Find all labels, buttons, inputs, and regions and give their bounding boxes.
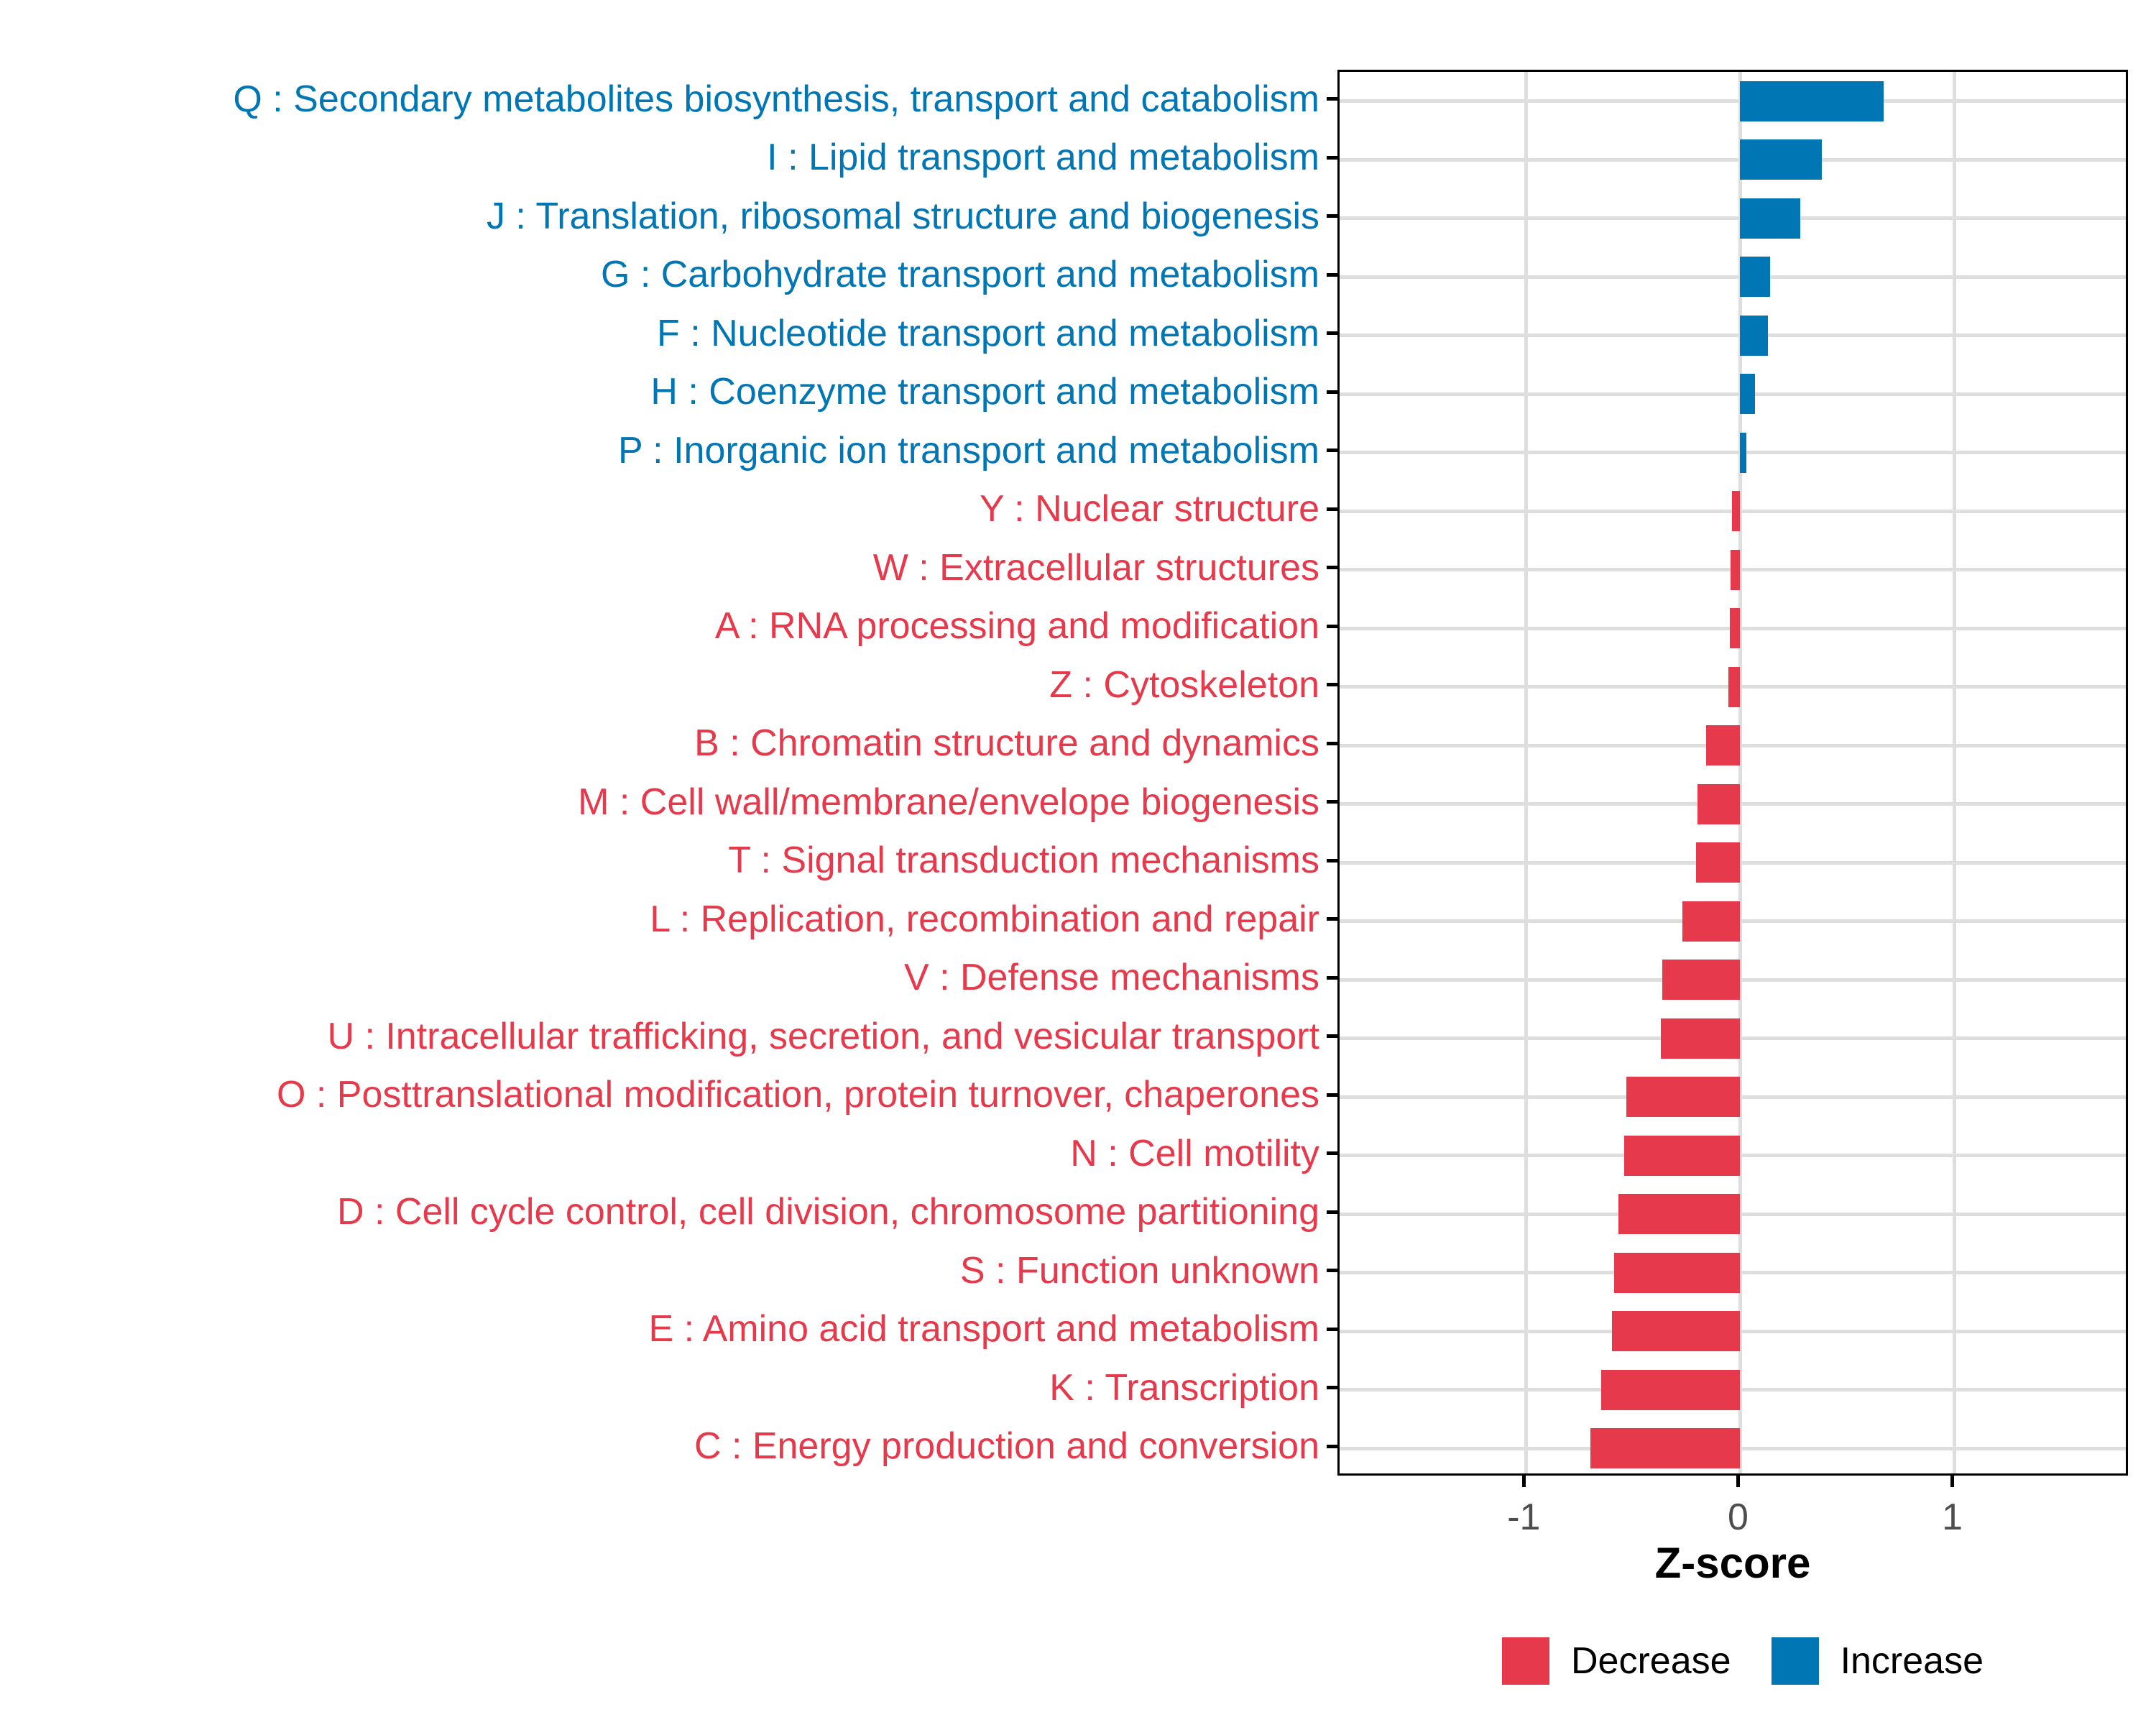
- bar-N: [1624, 1136, 1740, 1176]
- y-axis-tick: [1327, 742, 1337, 745]
- bar-M: [1697, 784, 1741, 824]
- category-label-U: U : Intracellular trafficking, secretion, and vesicular transport: [327, 1015, 1319, 1057]
- bar-S: [1614, 1253, 1741, 1293]
- plot-panel: [1337, 70, 2128, 1476]
- bar-C: [1590, 1428, 1741, 1468]
- horizontal-gridline: [1340, 392, 2126, 396]
- category-label-V: V : Defense mechanisms: [903, 957, 1319, 999]
- y-axis-tick: [1327, 1034, 1337, 1038]
- category-label-K: K : Transcription: [1049, 1366, 1319, 1409]
- category-label-A: A : RNA processing and modification: [714, 605, 1319, 648]
- y-axis-tick: [1327, 859, 1337, 862]
- legend: [1502, 1637, 1984, 1685]
- y-axis-tick: [1327, 156, 1337, 160]
- bar-P: [1740, 433, 1746, 473]
- horizontal-gridline: [1340, 451, 2126, 454]
- category-label-L: L : Replication, recombination and repair: [650, 898, 1319, 940]
- category-label-J: J : Translation, ribosomal structure and biogenesis: [486, 195, 1319, 237]
- bar-Q: [1740, 81, 1884, 121]
- legend-label-increase: Increase: [1840, 1640, 1984, 1682]
- vertical-gridline: [1524, 72, 1528, 1473]
- category-label-C: C : Energy production and conversion: [694, 1425, 1319, 1468]
- y-axis-tick: [1327, 1093, 1337, 1097]
- x-axis-tick-label: 0: [1727, 1496, 1749, 1538]
- y-axis-tick: [1327, 917, 1337, 921]
- bar-B: [1706, 725, 1741, 765]
- y-axis-tick: [1327, 976, 1337, 980]
- y-axis-tick: [1327, 273, 1337, 277]
- category-label-M: M : Cell wall/membrane/envelope biogenesis: [578, 781, 1319, 823]
- bar-L: [1682, 901, 1740, 942]
- horizontal-gridline: [1340, 99, 2126, 103]
- horizontal-gridline: [1340, 275, 2126, 279]
- category-label-N: N : Cell motility: [1070, 1132, 1319, 1174]
- y-axis-tick: [1327, 1210, 1337, 1214]
- category-label-Z: Z : Cytoskeleton: [1049, 663, 1319, 706]
- y-axis-tick: [1327, 507, 1337, 511]
- category-label-F: F : Nucleotide transport and metabolism: [657, 312, 1319, 354]
- bar-Y: [1732, 491, 1741, 531]
- y-axis-tick: [1327, 566, 1337, 569]
- x-axis-tick: [1950, 1476, 1954, 1487]
- x-axis-title: Z-score: [1654, 1539, 1811, 1587]
- bar-O: [1626, 1077, 1740, 1117]
- bar-D: [1618, 1194, 1741, 1234]
- y-axis-tick: [1327, 1269, 1337, 1272]
- category-label-G: G : Carbohydrate transport and metabolism: [600, 254, 1319, 296]
- x-axis-tick-label: -1: [1507, 1496, 1541, 1538]
- vertical-gridline: [1953, 72, 1956, 1473]
- decrease-swatch-icon: [1502, 1637, 1549, 1685]
- legend-item-decrease: [1502, 1637, 1731, 1685]
- category-label-E: E : Amino acid transport and metabolism: [648, 1308, 1319, 1351]
- horizontal-gridline: [1340, 216, 2126, 220]
- category-label-S: S : Function unknown: [959, 1249, 1319, 1292]
- category-label-B: B : Chromatin structure and dynamics: [694, 722, 1319, 765]
- category-label-T: T : Signal transduction mechanisms: [728, 840, 1319, 882]
- category-label-W: W : Extracellular structures: [872, 546, 1319, 589]
- increase-swatch-icon: [1772, 1637, 1819, 1685]
- bar-G: [1740, 257, 1770, 297]
- legend-item-increase: [1772, 1637, 1984, 1685]
- bar-A: [1730, 608, 1741, 648]
- y-axis-tick: [1327, 1445, 1337, 1448]
- y-axis-tick: [1327, 1386, 1337, 1389]
- category-label-P: P : Inorganic ion transport and metabolism: [617, 429, 1319, 472]
- bar-K: [1601, 1370, 1741, 1410]
- horizontal-gridline: [1340, 334, 2126, 337]
- bar-V: [1662, 960, 1741, 1000]
- bar-H: [1740, 374, 1755, 414]
- x-axis-tick-label: 1: [1942, 1496, 1963, 1538]
- category-label-Q: Q : Secondary metabolites biosynthesis, transport and catabolism: [233, 78, 1319, 120]
- y-axis-tick: [1327, 97, 1337, 101]
- bar-W: [1731, 550, 1740, 590]
- bar-J: [1740, 198, 1800, 239]
- x-axis-tick: [1736, 1476, 1740, 1487]
- bar-F: [1740, 316, 1768, 356]
- bar-E: [1612, 1311, 1741, 1351]
- horizontal-gridline: [1340, 158, 2126, 162]
- bar-U: [1661, 1018, 1740, 1059]
- y-axis-tick: [1327, 448, 1337, 452]
- y-axis-tick: [1327, 683, 1337, 686]
- category-label-H: H : Coenzyme transport and metabolism: [650, 371, 1319, 413]
- y-axis-tick: [1327, 214, 1337, 218]
- bar-T: [1696, 842, 1740, 883]
- category-label-I: I : Lipid transport and metabolism: [767, 137, 1319, 179]
- category-label-D: D : Cell cycle control, cell division, chromosome partitioning: [337, 1191, 1319, 1233]
- y-axis-tick: [1327, 390, 1337, 394]
- category-label-O: O : Posttranslational modification, protein turnover, chaperones: [276, 1074, 1319, 1116]
- y-axis-tick: [1327, 331, 1337, 335]
- legend-label-decrease: Decrease: [1571, 1640, 1731, 1682]
- x-axis-tick: [1522, 1476, 1526, 1487]
- y-axis-tick: [1327, 1151, 1337, 1155]
- category-label-Y: Y : Nuclear structure: [979, 488, 1319, 530]
- bar-I: [1740, 139, 1821, 180]
- y-axis-tick: [1327, 625, 1337, 628]
- y-axis-tick: [1327, 1328, 1337, 1331]
- bar-Z: [1728, 667, 1740, 707]
- y-axis-tick: [1327, 800, 1337, 804]
